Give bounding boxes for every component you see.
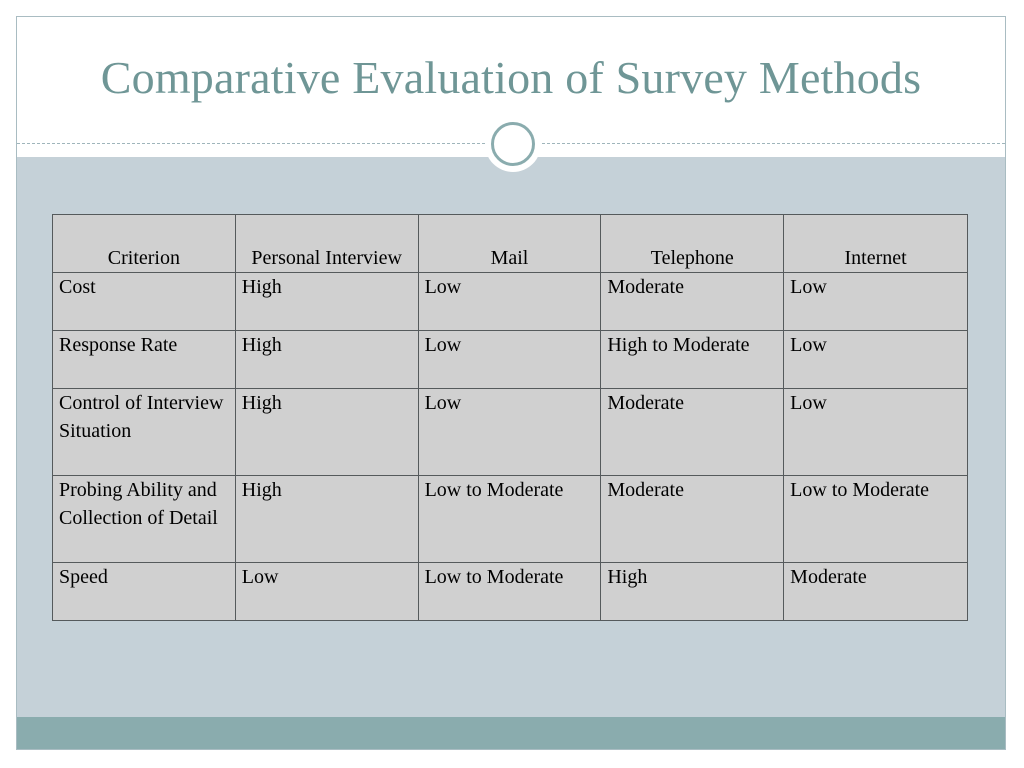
table-cell: High <box>235 273 418 331</box>
table-row <box>53 389 968 476</box>
header-personal-interview: Personal Interview <box>235 215 418 273</box>
table-cell: Response Rate <box>53 331 236 389</box>
table-row <box>53 331 968 389</box>
table-row <box>53 476 968 563</box>
table-cell: Low <box>784 273 968 331</box>
table-cell: Speed <box>53 563 236 621</box>
table-cell: Low <box>418 331 601 389</box>
circle-ornament-icon <box>485 116 541 172</box>
table-cell: Low <box>418 273 601 331</box>
table-cell: Moderate <box>601 476 784 563</box>
table-cell: High <box>235 389 418 476</box>
table-cell: Low to Moderate <box>418 476 601 563</box>
table-cell: Probing Ability and Collection of Detail <box>53 476 236 563</box>
table-cell: Moderate <box>784 563 968 621</box>
table-cell: Low <box>235 563 418 621</box>
table-cell: Low <box>784 389 968 476</box>
slide <box>16 16 1006 750</box>
table-cell: High <box>235 476 418 563</box>
table-cell: Low <box>418 389 601 476</box>
header-mail: Mail <box>418 215 601 273</box>
table-cell: Low <box>784 331 968 389</box>
table-cell: Moderate <box>601 273 784 331</box>
header-telephone: Telephone <box>601 215 784 273</box>
table-cell: High <box>601 563 784 621</box>
slide-title: Comparative Evaluation of Survey Methods <box>100 52 922 103</box>
table-cell: Cost <box>53 273 236 331</box>
table-cell: High <box>235 331 418 389</box>
survey-methods-table <box>52 214 968 621</box>
footer-bar <box>17 717 1005 750</box>
ring-icon <box>491 122 535 166</box>
table-row <box>53 273 968 331</box>
table-cell: Low to Moderate <box>418 563 601 621</box>
table-cell: High to Moderate <box>601 331 784 389</box>
table-cell: Control of Interview Situation <box>53 389 236 476</box>
table-cell: Moderate <box>601 389 784 476</box>
table-row <box>53 563 968 621</box>
header-criterion: Criterion <box>53 215 236 273</box>
header-internet: Internet <box>784 215 968 273</box>
table-header-row <box>53 215 968 273</box>
table-cell: Low to Moderate <box>784 476 968 563</box>
